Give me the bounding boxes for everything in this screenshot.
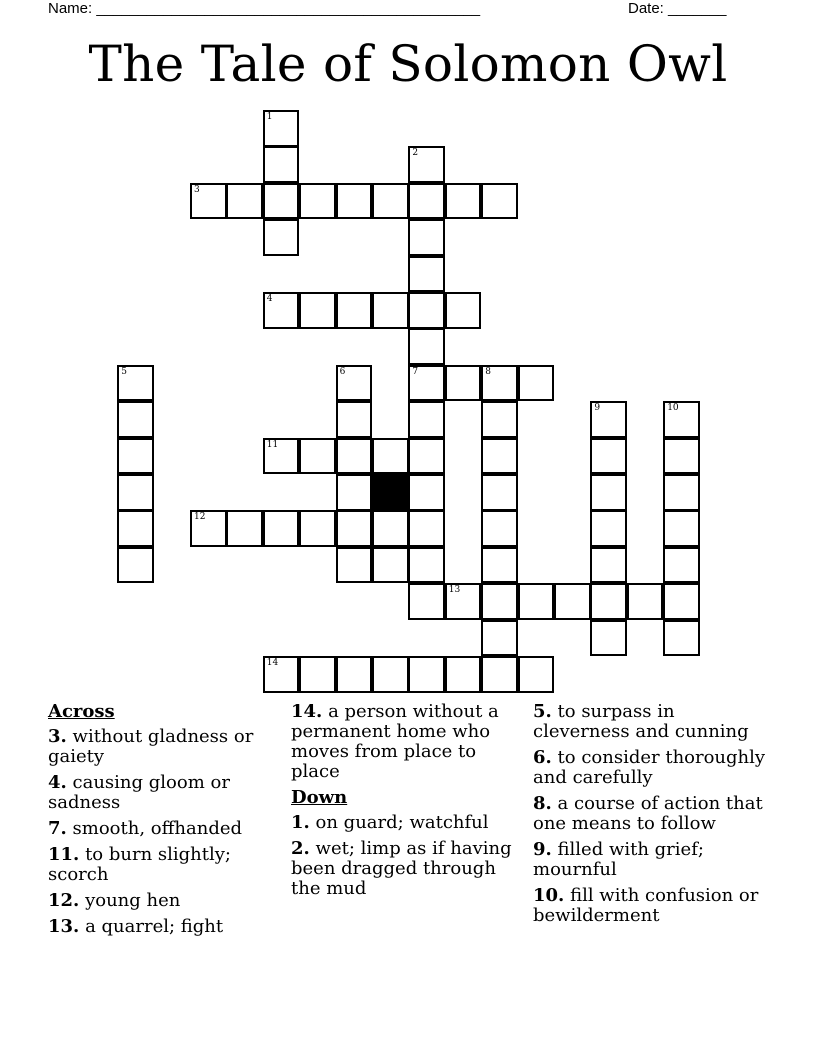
grid-cell[interactable]: [190, 510, 227, 547]
grid-cell[interactable]: [336, 401, 373, 438]
grid-cell[interactable]: [481, 510, 518, 547]
grid-cell[interactable]: [263, 146, 300, 183]
grid-cell[interactable]: [663, 438, 700, 475]
grid-cell[interactable]: [518, 583, 555, 620]
grid-cell[interactable]: [263, 510, 300, 547]
grid-cell[interactable]: [263, 183, 300, 220]
grid-cell[interactable]: [445, 183, 482, 220]
clue-down-1: [291, 813, 521, 833]
grid-cell[interactable]: [336, 510, 373, 547]
grid-cell[interactable]: [226, 183, 263, 220]
grid-cell[interactable]: [408, 146, 445, 183]
cell-number: 13: [448, 585, 461, 596]
clue-number: 11.: [48, 844, 80, 865]
grid-cell[interactable]: [117, 547, 154, 584]
grid-cell[interactable]: [408, 474, 445, 511]
clue-text: a quarrel; fight: [85, 916, 224, 937]
clue-number: 12.: [48, 890, 80, 911]
grid-cell[interactable]: [372, 510, 409, 547]
cell-number: 6: [339, 366, 346, 377]
clue-number: 1.: [291, 812, 310, 833]
grid-cell[interactable]: [590, 547, 627, 584]
clue-text: a course of action that one means to follow: [533, 793, 763, 834]
clue-number: 9.: [533, 839, 552, 860]
clue-across-11: [48, 845, 278, 885]
grid-cell[interactable]: [263, 292, 300, 329]
cell-number: 3: [194, 184, 200, 195]
grid-cell[interactable]: [663, 547, 700, 584]
down-heading: Down: [291, 787, 348, 808]
clue-text: filled with grief; mournful: [533, 839, 704, 880]
grid-cell[interactable]: [554, 583, 591, 620]
grid-cell[interactable]: [481, 474, 518, 511]
across-heading: Across: [48, 701, 115, 722]
grid-cell[interactable]: [408, 583, 445, 620]
clue-column-2: [291, 702, 521, 905]
cell-number: 7: [412, 366, 419, 377]
clue-across-14: [291, 702, 521, 782]
grid-cell[interactable]: [263, 219, 300, 256]
grid-cell[interactable]: [627, 583, 664, 620]
grid-cell[interactable]: [190, 183, 227, 220]
grid-cell[interactable]: [481, 401, 518, 438]
grid-cell[interactable]: [481, 656, 518, 693]
clue-number: 10.: [533, 885, 565, 906]
grid-cell[interactable]: [117, 365, 154, 402]
clue-text: to consider thoroughly and carefully: [533, 747, 766, 788]
clue-down-9: [533, 840, 773, 880]
clue-text: to surpass in cleverness and cunning: [533, 701, 749, 742]
grid-cell[interactable]: [372, 656, 409, 693]
grid-cell[interactable]: [590, 474, 627, 511]
grid-cell[interactable]: [299, 510, 336, 547]
clue-text: wet; limp as if having been dragged through the mud: [291, 838, 512, 899]
date-field: Date: _______: [628, 0, 727, 17]
clue-column-1: [48, 702, 278, 943]
grid-cell[interactable]: [117, 474, 154, 511]
clue-number: 5.: [533, 701, 552, 722]
grid-cell[interactable]: [408, 328, 445, 365]
grid-cell[interactable]: [336, 474, 373, 511]
clue-text: a person without a permanent home who moves from place to place: [291, 701, 499, 782]
grid-cell[interactable]: [117, 438, 154, 475]
grid-cell[interactable]: [408, 183, 445, 220]
grid-cell[interactable]: [336, 292, 373, 329]
clue-column-3: [533, 702, 773, 932]
clue-across-3: [48, 727, 278, 767]
grid-cell[interactable]: [445, 656, 482, 693]
cell-number: 4: [266, 294, 273, 304]
cell-number: 8: [485, 366, 491, 377]
grid-cell[interactable]: [481, 183, 518, 220]
grid-cell[interactable]: [299, 292, 336, 329]
grid-cell[interactable]: [263, 438, 300, 475]
grid-cell[interactable]: [481, 583, 518, 620]
clue-number: 3.: [48, 726, 67, 747]
grid-cell[interactable]: [445, 583, 482, 620]
grid-cell[interactable]: [372, 547, 409, 584]
grid-cell[interactable]: [481, 365, 518, 402]
grid-cell[interactable]: [408, 292, 445, 329]
grid-cell[interactable]: [117, 510, 154, 547]
grid-cell[interactable]: [336, 365, 373, 402]
clue-down-8: [533, 794, 773, 834]
grid-cell[interactable]: [663, 620, 700, 657]
name-field: Name: ______________________________________________: [48, 0, 481, 17]
grid-cell[interactable]: [590, 583, 627, 620]
clue-across-7: [48, 819, 278, 839]
clue-across-13: [48, 917, 278, 937]
clue-number: 8.: [533, 793, 552, 814]
grid-cell[interactable]: [372, 292, 409, 329]
cell-number: 14: [266, 658, 279, 668]
grid-cell[interactable]: [299, 656, 336, 693]
page-title: The Tale of Solomon Owl: [88, 35, 728, 93]
clue-down-5: [533, 702, 773, 742]
grid-cell[interactable]: [590, 401, 627, 438]
grid-cell[interactable]: [408, 365, 445, 402]
grid-cell[interactable]: [408, 256, 445, 293]
grid-cell[interactable]: [117, 401, 154, 438]
grid-cell[interactable]: [408, 547, 445, 584]
grid-cell[interactable]: [408, 219, 445, 256]
clue-text: fill with confusion or bewilderment: [533, 885, 759, 926]
grid-cell[interactable]: [663, 474, 700, 511]
grid-cell[interactable]: [408, 438, 445, 475]
cell-number: 9: [594, 403, 601, 414]
grid-cell[interactable]: [336, 183, 373, 220]
clue-down-10: [533, 886, 773, 926]
clue-text: causing gloom or sadness: [48, 772, 230, 813]
grid-cell[interactable]: [663, 401, 700, 438]
grid-cell[interactable]: [299, 438, 336, 475]
clue-number: 6.: [533, 747, 552, 768]
grid-cell[interactable]: [590, 510, 627, 547]
clue-text: to burn slightly; scorch: [48, 844, 231, 885]
clue-across-4: [48, 773, 278, 813]
grid-cell[interactable]: [518, 365, 555, 402]
grid-cell[interactable]: [518, 656, 555, 693]
clue-number: 14.: [291, 701, 323, 722]
grid-cell[interactable]: [263, 110, 300, 147]
clue-text: smooth, offhanded: [72, 818, 243, 839]
grid-cell[interactable]: [663, 510, 700, 547]
grid-cell[interactable]: [263, 656, 300, 693]
grid-cell[interactable]: [590, 620, 627, 657]
grid-cell[interactable]: [590, 438, 627, 475]
grid-cell[interactable]: [408, 656, 445, 693]
grid-cell[interactable]: [445, 365, 482, 402]
grid-cell[interactable]: [299, 183, 336, 220]
grid-cell[interactable]: [372, 183, 409, 220]
grid-cell[interactable]: [481, 547, 518, 584]
cell-number: 5: [121, 366, 127, 377]
clue-down-6: [533, 748, 773, 788]
black-cell: [372, 474, 409, 511]
cell-number: 12: [194, 512, 206, 523]
grid-cell[interactable]: [336, 547, 373, 584]
grid-cell[interactable]: [481, 438, 518, 475]
cell-number: 2: [412, 148, 419, 159]
grid-cell[interactable]: [445, 292, 482, 329]
grid-cell[interactable]: [226, 510, 263, 547]
grid-cell[interactable]: [408, 510, 445, 547]
clue-down-2: [291, 839, 521, 899]
cell-number: 10: [667, 403, 679, 414]
cell-number: 11: [266, 439, 279, 450]
clue-number: 4.: [48, 772, 67, 793]
clue-number: 2.: [291, 838, 310, 859]
clue-text: on guard; watchful: [315, 812, 489, 833]
grid-cell[interactable]: [663, 583, 700, 620]
grid-cell[interactable]: [336, 438, 373, 475]
clue-text: without gladness or gaiety: [48, 726, 254, 767]
clue-number: 7.: [48, 818, 67, 839]
grid-cell[interactable]: [336, 656, 373, 693]
clue-number: 13.: [48, 916, 80, 937]
clue-across-12: [48, 891, 278, 911]
grid-cell[interactable]: [408, 401, 445, 438]
clue-text: young hen: [85, 890, 181, 911]
cell-number: 1: [266, 112, 273, 122]
grid-cell[interactable]: [372, 438, 409, 475]
grid-cell[interactable]: [481, 620, 518, 657]
